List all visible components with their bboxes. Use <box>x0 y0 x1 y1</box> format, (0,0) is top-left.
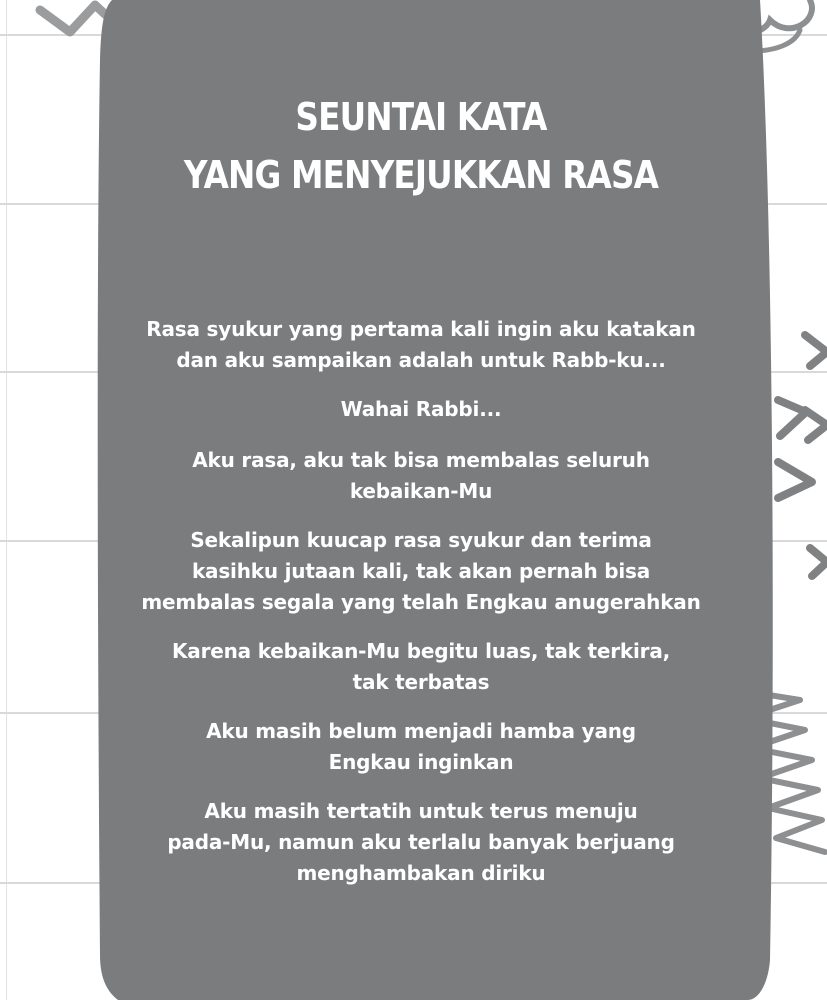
poem-stanza <box>110 636 732 698</box>
poem-stanza <box>110 716 732 778</box>
title-line-2: YANG MENYEJUKKAN RASA <box>183 153 659 197</box>
page-title <box>145 88 697 204</box>
poem-stanza <box>110 525 732 618</box>
poem-line: Sekalipun kuucap rasa syukur dan terima <box>190 528 652 552</box>
poem-line: Wahai Rabbi... <box>340 397 502 421</box>
poem-stanza <box>110 394 732 425</box>
poem-line: membalas segala yang telah Engkau anugerahkan <box>141 590 701 614</box>
poem-stanza <box>110 314 732 376</box>
poem-stanza <box>110 796 732 889</box>
poem-line: kebaikan-Mu <box>349 479 493 503</box>
poem-content <box>100 0 742 1000</box>
poem-line: dan aku sampaikan adalah untuk Rabb-ku... <box>176 348 666 372</box>
poem-line: menghambakan diriku <box>296 861 546 885</box>
poem-line: Aku masih belum menjadi hamba yang <box>206 719 636 743</box>
title-line-1: SEUNTAI KATA <box>295 95 547 139</box>
poem-line: Karena kebaikan-Mu begitu luas, tak terkira, <box>171 639 671 663</box>
poem-line: Aku rasa, aku tak bisa membalas seluruh <box>192 448 650 472</box>
poem-line: Aku masih tertatih untuk terus menuju <box>204 799 638 823</box>
poem-line: pada-Mu, namun aku terlalu banyak berjuang <box>167 830 675 854</box>
poem-body <box>110 314 732 907</box>
poem-line: Engkau inginkan <box>328 750 514 774</box>
poem-line: kasihku jutaan kali, tak akan pernah bisa <box>191 559 651 583</box>
poem-line: tak terbatas <box>352 670 490 694</box>
poem-line: Rasa syukur yang pertama kali ingin aku katakan <box>146 317 696 341</box>
poem-stanza <box>110 445 732 507</box>
